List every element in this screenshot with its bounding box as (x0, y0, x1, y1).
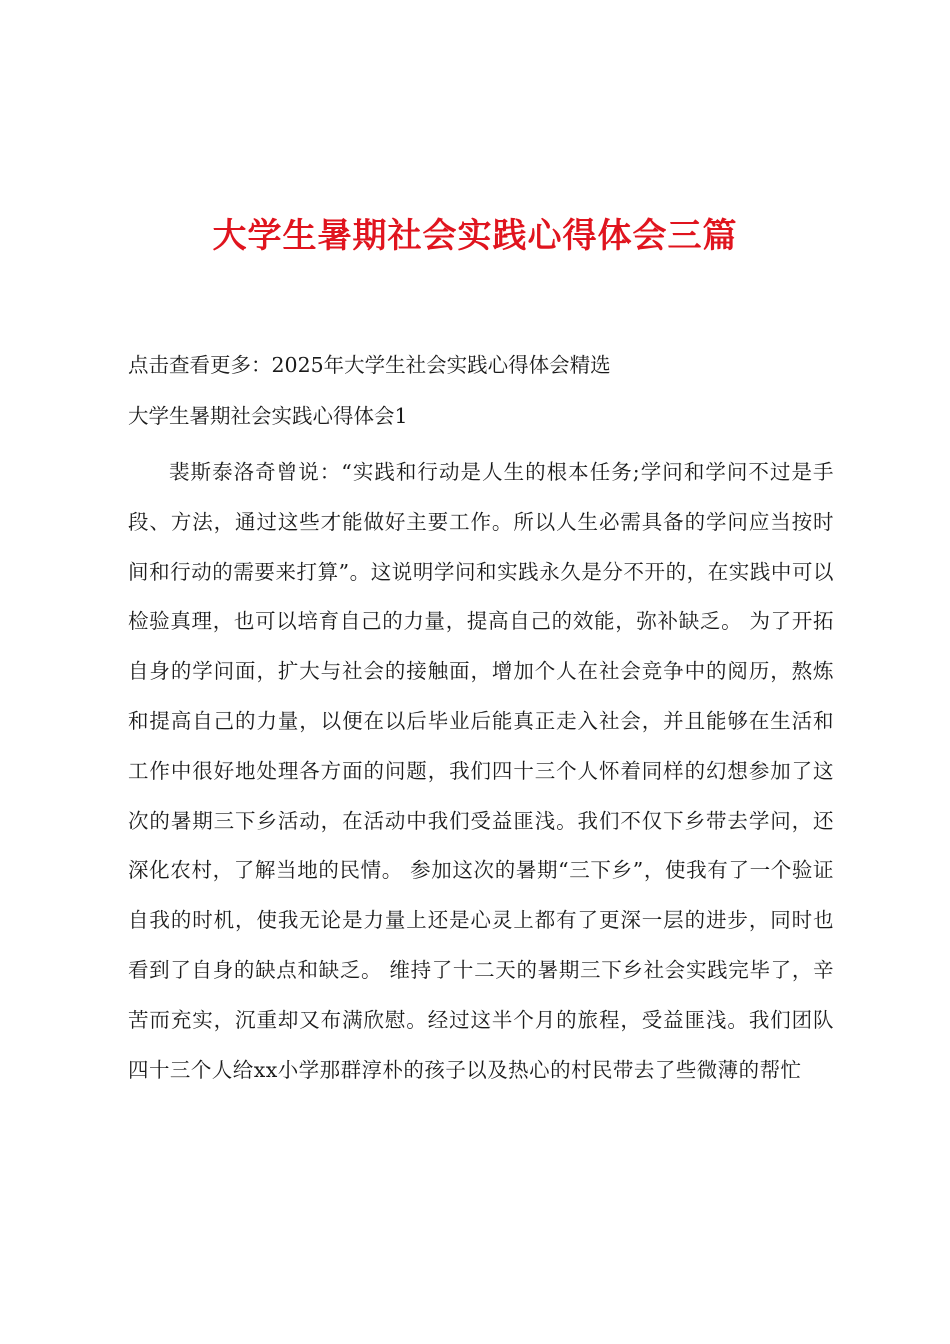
body-paragraph: 裴斯泰洛奇曾说：“实践和行动是人生的根本任务;学问和学问不过是手段、方法，通过这些才能做好主要工作。所以人生必需具备的学问应当按时间和行动的需要来打算”。这说明学问和实践永久是分不开的，在实践中可以检验真理，也可以培育自己的力量，提高自己的效能，弥补缺乏。 为了开拓自身的学问面，扩大与社会的接触面，增加个人在社会竞争中的阅历，熬炼和提高自己的力量，以便在以后毕业后能真正走入社会，并且能够在生活和工作中很好地处理各方面的问题，我们四十三个人怀着同样的幻想参加了这次的暑期三下乡活动，在活动中我们受益匪浅。我们不仅下乡带去学问，还深化农村，了解当地的民情。 参加这次的暑期“三下乡”，使我有了一个验证自我的时机，使我无论是力量上还是心灵上都有了更深一层的进步，同时也看到了自身的缺点和缺乏。 维持了十二天的暑期三下乡社会实践完毕了，辛苦而充实，沉重却又布满欣慰。经过这半个月的旅程，受益匪浅。我们团队四十三个人给xx小学那群淳朴的孩子以及热心的村民带去了些微薄的帮忙 (128, 460, 834, 1082)
more-link[interactable]: 点击查看更多：2025年大学生社会实践心得体会精选 (128, 353, 611, 377)
document-title: 大学生暑期社会实践心得体会三篇 (212, 216, 738, 256)
section-heading: 大学生暑期社会实践心得体会1 (128, 404, 408, 428)
